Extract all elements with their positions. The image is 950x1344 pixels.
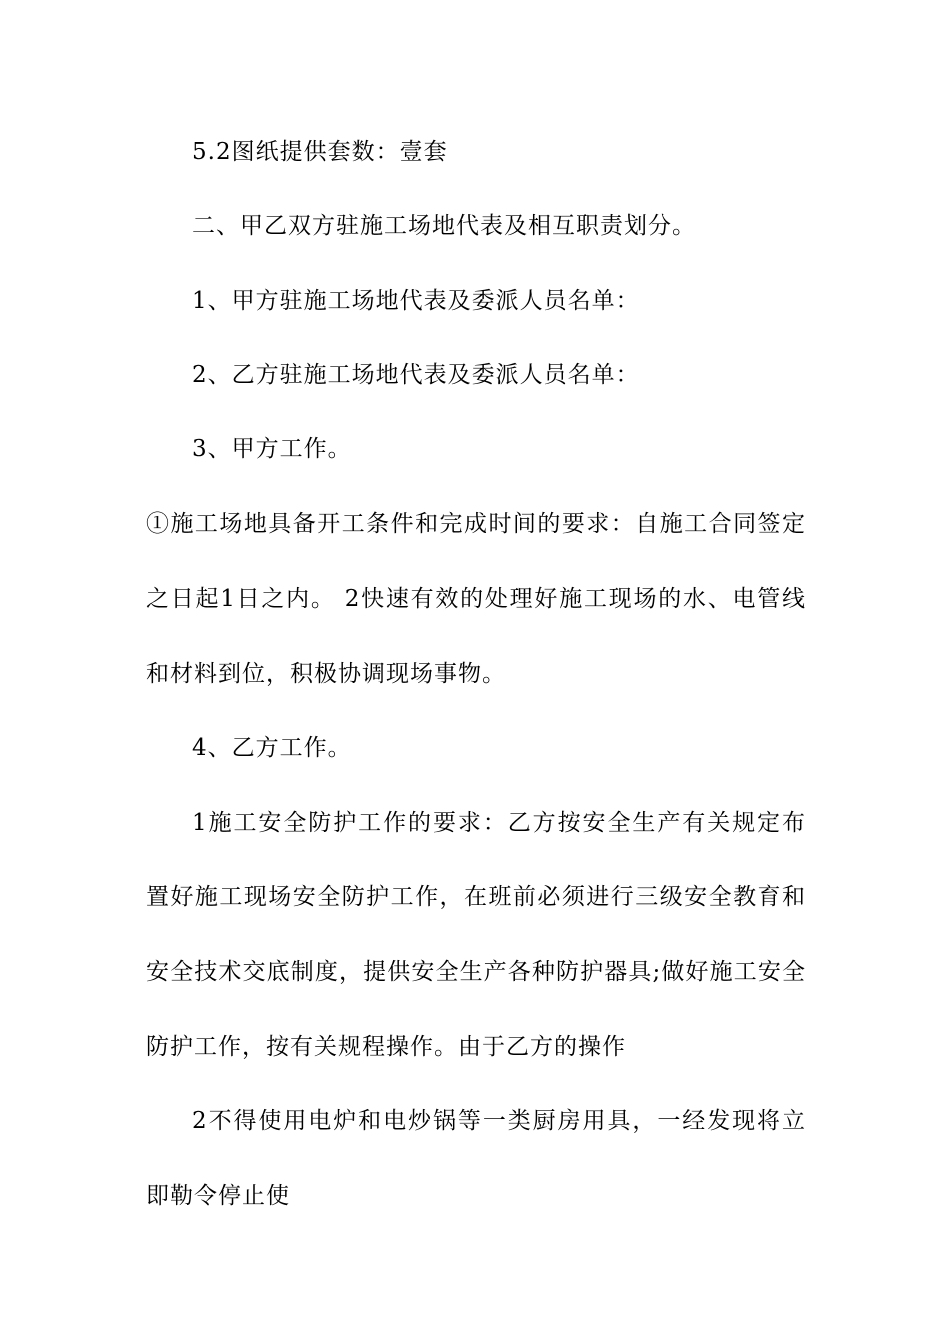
- drawing-sets-line: 5.2图纸提供套数：壹套: [192, 139, 448, 165]
- party-a-work-paragraph-line: 之日起1日之内。 2快速有效的处理好施工现场的水、电管线: [146, 586, 806, 612]
- section-two-heading: 二、甲乙双方驻施工场地代表及相互职责划分。: [192, 213, 696, 239]
- safety-paragraph-line: 安全技术交底制度，提供安全生产各种防护器具;做好施工安全: [146, 959, 806, 985]
- party-b-representatives-line: 2、乙方驻施工场地代表及委派人员名单：: [192, 362, 640, 388]
- safety-paragraph-line: 1施工安全防护工作的要求：乙方按安全生产有关规定布: [192, 810, 806, 836]
- party-a-work-paragraph-line: ①施工场地具备开工条件和完成时间的要求：自施工合同签定: [146, 511, 806, 537]
- safety-paragraph-line: 防护工作，按有关规程操作。由于乙方的操作: [146, 1034, 626, 1060]
- appliance-paragraph-line: 2不得使用电炉和电炒锅等一类厨房用具，一经发现将立: [192, 1108, 806, 1134]
- party-a-work-paragraph-line: 和材料到位，积极协调现场事物。: [146, 661, 506, 687]
- party-a-representatives-line: 1、甲方驻施工场地代表及委派人员名单：: [192, 288, 640, 314]
- party-a-work-heading: 3、甲方工作。: [192, 436, 352, 462]
- safety-paragraph-line: 置好施工现场安全防护工作，在班前必须进行三级安全教育和: [146, 884, 806, 910]
- party-b-work-heading: 4、乙方工作。: [192, 735, 352, 761]
- appliance-paragraph-line: 即勒令停止使: [146, 1183, 290, 1209]
